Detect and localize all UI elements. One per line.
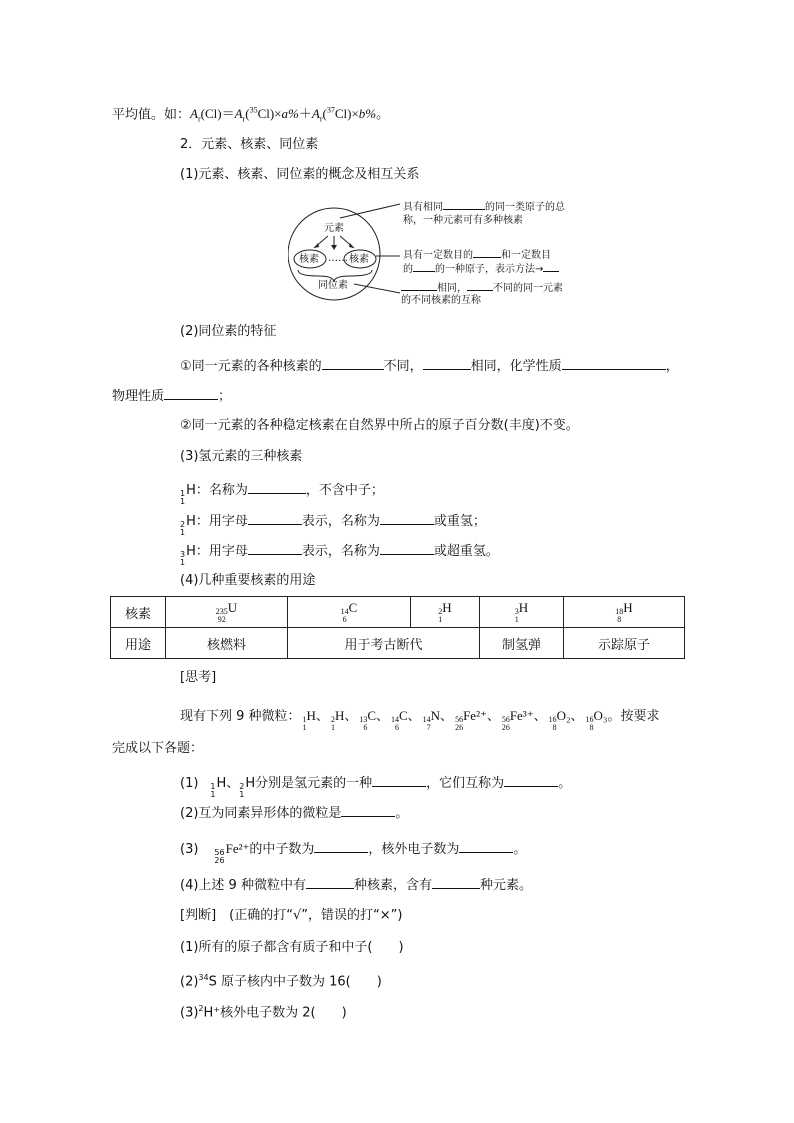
diagram-isotope-def (401, 280, 563, 295)
blank-h3b (380, 542, 434, 555)
blank-h2a (248, 512, 302, 525)
species-item (500, 708, 547, 732)
nuclide-usage-table (110, 596, 685, 659)
h1-b: ，不含中子； (305, 483, 384, 498)
h3-mass: 3 (180, 550, 186, 559)
blank-d1 (443, 199, 485, 210)
h2t-z: 1 (438, 615, 443, 624)
intro-b: 。按要求 (607, 709, 660, 724)
p1-d: ， (665, 359, 679, 374)
table-cell-h3 (480, 597, 564, 628)
nuclide-h1 (180, 483, 186, 506)
species-scripts (423, 716, 431, 732)
blank-q1b (504, 774, 558, 787)
blank-q4b (432, 876, 480, 889)
diagram-label-isotope: 同位素 (318, 280, 348, 291)
species-symbol: H、 (334, 708, 358, 723)
species-z: 7 (426, 723, 431, 732)
table-cell-u235 (166, 597, 288, 628)
diagram-isotope-def-2: 的不同核素的互称 (401, 295, 481, 306)
blank-h1 (248, 481, 306, 494)
q1-n1-z: 1 (210, 790, 216, 799)
diagram-label-element: 元素 (324, 223, 344, 234)
q1-num: (1) (180, 776, 199, 791)
table-cell: 核素 (111, 597, 166, 628)
species-z: 26 (501, 723, 510, 732)
judge-3 (180, 1001, 347, 1021)
species-z: 8 (552, 723, 557, 732)
blank-d2 (473, 247, 501, 258)
concept-diagram (288, 198, 588, 308)
h2 (438, 600, 452, 624)
species-symbol: N、 (430, 708, 454, 723)
h3-b: 表示，名称为 (301, 544, 380, 559)
formula-cl37: Cl)× (334, 106, 359, 122)
diagram-nuclide-def-2 (403, 261, 559, 276)
hydrogen-3 (180, 542, 499, 567)
h1-a: H：名称为 (186, 483, 248, 498)
nuclide-h2 (180, 514, 186, 537)
c-mass: 14 (340, 607, 349, 616)
species-item (389, 708, 421, 732)
blank-p4 (164, 387, 218, 400)
blank-d3 (413, 261, 435, 272)
p1b-b: ； (218, 389, 232, 404)
blank-q4a (306, 876, 354, 889)
species-mass: 56 (501, 715, 510, 724)
nuclide-h1-scripts (180, 490, 185, 506)
q1-nuclide-1 (210, 776, 216, 799)
species-symbol: O₂、 (556, 708, 584, 723)
formula-cl35: Cl)× (257, 106, 282, 122)
term-b: b% (358, 106, 377, 122)
p1b-a: 物理性质 (112, 389, 165, 404)
def3-a: 相同， (437, 283, 467, 294)
subheading-2: (2)同位素的特征 (180, 324, 277, 339)
c-z: 6 (342, 615, 347, 624)
paren-1: ( (245, 106, 250, 122)
species-symbol: C、 (367, 708, 389, 723)
species-mass: 16 (585, 715, 594, 724)
species-item (584, 708, 608, 732)
formula-end: 。 (376, 106, 390, 122)
blank-d5 (401, 280, 437, 291)
table-row (111, 597, 685, 628)
species-mass: 56 (455, 715, 464, 724)
ar-symbol: A (190, 106, 198, 122)
species-z: 26 (455, 723, 464, 732)
species-symbol: O₃ (593, 708, 608, 723)
question-intro-2: 完成以下各题： (112, 741, 204, 756)
h3t-symbol: H (518, 600, 529, 615)
table-cell-o18 (564, 597, 685, 628)
h3t-mass: 3 (514, 607, 519, 616)
c-symbol: C (348, 600, 358, 615)
h1-z: 1 (180, 497, 186, 506)
h3t-z: 1 (514, 615, 519, 624)
blank-d6 (467, 280, 493, 291)
blank-q1a (372, 774, 426, 787)
blank-q3b (459, 840, 513, 853)
def2-d: 的一种原子，表示方法→ (435, 264, 544, 275)
species-list (301, 708, 608, 732)
species-item (453, 708, 500, 732)
u-symbol: U (227, 600, 238, 615)
q1-n1-scripts (210, 783, 215, 799)
diagram-element-def-2: 称，一种元素可有多种核素 (403, 215, 523, 226)
q2-b: 。 (395, 806, 409, 821)
blank-d4 (543, 261, 559, 272)
def1-b: 的同一类原子的总 (485, 202, 565, 213)
mass-37: 37 (326, 106, 335, 115)
species-mass: 16 (548, 715, 557, 724)
def2-b: 和一定数目 (501, 250, 551, 261)
formula-cl: (Cl)＝ (200, 106, 235, 122)
species-item (547, 708, 584, 732)
q3-a: Fe²⁺的中子数为 (225, 841, 315, 856)
u-z: 92 (217, 615, 226, 624)
j3-sup: 2 (198, 1004, 204, 1013)
species-z: 6 (395, 723, 399, 732)
subheading-1: (1)元素、核素、同位素的概念及相互关系 (180, 167, 420, 182)
h2-c: 或重氢； (433, 514, 486, 529)
q1-c: ，它们互称为 (426, 776, 505, 791)
j2-a: S 原子核内中子数为 16( ) (208, 974, 382, 990)
p1-c: 相同，化学性质 (470, 359, 562, 374)
def3-b: 不同的同一元素 (493, 283, 563, 294)
q3-c: 。 (513, 842, 527, 857)
species-mass: 14 (422, 715, 431, 724)
isotope-feature-1 (180, 357, 679, 375)
o18 (615, 600, 633, 624)
species-symbol: Fe³⁺、 (509, 708, 547, 723)
section-heading-2: 2．元素、核素、同位素 (180, 137, 319, 152)
species-mass: 1 (302, 715, 307, 724)
think-label: [思考] (180, 670, 217, 685)
question-1 (180, 774, 571, 799)
u235 (215, 600, 238, 624)
q1-n2-mass: 2 (239, 782, 245, 791)
diagram-label-nuclide-right: 核素 (349, 254, 369, 265)
nuclide-h3 (180, 544, 186, 567)
formula-line (112, 103, 389, 128)
def1-a: 具有相同 (403, 202, 443, 213)
isotope-feature-1b (112, 387, 231, 405)
blank-q3a (314, 840, 368, 853)
blank-h3a (248, 542, 302, 555)
species-symbol: H、 (306, 708, 329, 723)
species-item (357, 708, 389, 732)
hydrogen-1 (180, 481, 384, 506)
q3-z: 26 (214, 856, 225, 865)
species-symbol: C、 (399, 708, 421, 723)
blank-q2 (341, 804, 395, 817)
diagram-label-nuclide-left: 核素 (299, 254, 319, 265)
q3-mass: 56 (214, 848, 225, 857)
q3-scripts (214, 849, 224, 865)
intro-a: 现有下列 9 种微粒： (180, 709, 301, 724)
o-symbol: H (623, 600, 633, 615)
u235-scripts (216, 608, 228, 624)
table-cell: 示踪原子 (564, 628, 685, 659)
h1-mass: 1 (180, 489, 186, 498)
formula-expression (190, 106, 390, 124)
q3-nuclide (214, 842, 225, 865)
mass-35: 35 (249, 106, 258, 115)
species-scripts (502, 716, 510, 732)
species-item (329, 708, 358, 732)
species-z: 1 (330, 723, 335, 732)
q1-b: H分别是氢元素的一种 (245, 776, 373, 791)
subheading-4: (4)几种重要核素的用途 (180, 573, 316, 588)
j2-pre: (2) (180, 974, 199, 990)
isotope-feature-2: ②同一元素的各种稳定核素在自然界中所占的原子百分数(丰度)不变。 (180, 418, 579, 433)
formula-prefix: 平均值。如： (112, 107, 191, 123)
q1-n2-scripts (239, 783, 244, 799)
species-symbol: Fe²⁺、 (463, 708, 500, 723)
o-z: 8 (617, 615, 622, 624)
u-mass: 235 (215, 607, 228, 616)
hydrogen-2 (180, 512, 486, 537)
species-mass: 2 (330, 715, 335, 724)
blank-p2 (423, 357, 471, 370)
q4-c: 种元素。 (479, 878, 532, 893)
table-cell: 用途 (111, 628, 166, 659)
def2-c: 的 (403, 264, 413, 275)
blank-p3 (562, 357, 666, 370)
ar-symbol-3: A (311, 106, 320, 122)
h2t-symbol: H (442, 600, 452, 615)
species-scripts (455, 716, 463, 732)
h3-z: 1 (180, 558, 186, 567)
subheading-3: (3)氢元素的三种核素 (180, 449, 303, 464)
q2-a: (2)互为同素异形体的微粒是 (180, 806, 342, 821)
q4-a: (4)上述 9 种微粒中有 (180, 878, 306, 893)
blank-h2b (380, 512, 434, 525)
table-cell-h2 (411, 597, 480, 628)
nuclide-h3-scripts (180, 551, 185, 567)
table-row (111, 628, 685, 659)
c14 (340, 600, 358, 624)
species-z: 8 (589, 723, 594, 732)
nuclide-h2-scripts (180, 521, 185, 537)
q1-nuclide-2 (239, 776, 245, 799)
q3-b: ，核外电子数为 (368, 842, 460, 857)
blank-p1 (322, 357, 384, 370)
species-mass: 14 (391, 715, 399, 724)
table-cell: 制氢弹 (480, 628, 564, 659)
judge-2 (180, 970, 382, 990)
species-item (421, 708, 454, 732)
term-a: a% (281, 106, 299, 122)
o-mass: 18 (615, 607, 624, 616)
species-scripts (586, 716, 594, 732)
species-mass: 13 (359, 715, 368, 724)
diagram-element-def (403, 199, 565, 214)
question-3 (180, 840, 526, 865)
q4-b: 种核素，含有 (353, 878, 432, 893)
p1-a: ①同一元素的各种核素的 (180, 359, 322, 374)
h3 (514, 600, 529, 624)
j2-sup: 34 (198, 973, 209, 982)
table-cell: 核燃料 (166, 628, 288, 659)
h2-a: H：用字母 (186, 514, 248, 529)
diagram-dots: …… (328, 253, 348, 264)
q1-n2-z: 1 (239, 790, 245, 799)
j3-a: H⁺核外电子数为 2( ) (203, 1005, 347, 1021)
species-scripts (549, 716, 557, 732)
ar-symbol-2: A (234, 106, 243, 122)
c14-scripts (341, 608, 349, 624)
h3-a: H：用字母 (186, 544, 248, 559)
judge-label: [判断] (正确的打“√”，错误的打“×”) (180, 908, 403, 923)
table-cell-c14 (288, 597, 411, 628)
h2t-mass: 2 (438, 607, 443, 616)
ar-sub-3: r (319, 114, 323, 124)
h2-mass: 2 (180, 520, 186, 529)
q1-d: 。 (558, 776, 572, 791)
question-2 (180, 804, 408, 822)
diagram-nuclide-def (403, 247, 551, 262)
j3-pre: (3) (180, 1005, 199, 1021)
h2-z: 1 (180, 528, 186, 537)
h3-c: 或超重氢。 (433, 544, 499, 559)
def2-a: 具有一定数目的 (403, 250, 473, 261)
formula-plus: ＋ (298, 106, 312, 122)
q3-num: (3) (180, 842, 199, 857)
paren-2: ( (322, 106, 327, 122)
judge-1: (1)所有的原子都含有质子和中子( ) (180, 940, 404, 955)
ar-sub-2: r (242, 114, 246, 124)
species-z: 1 (302, 723, 307, 732)
question-intro (180, 708, 659, 732)
question-4 (180, 876, 532, 894)
ar-sub: r (197, 114, 201, 124)
species-scripts (391, 716, 399, 732)
species-item (301, 708, 329, 732)
table-cell: 用于考古断代 (288, 628, 480, 659)
p1-b: 不同， (383, 359, 423, 374)
q1-a: H、 (216, 776, 240, 791)
h2-b: 表示，名称为 (301, 514, 380, 529)
q1-n1-mass: 1 (210, 782, 216, 791)
species-z: 6 (363, 723, 368, 732)
